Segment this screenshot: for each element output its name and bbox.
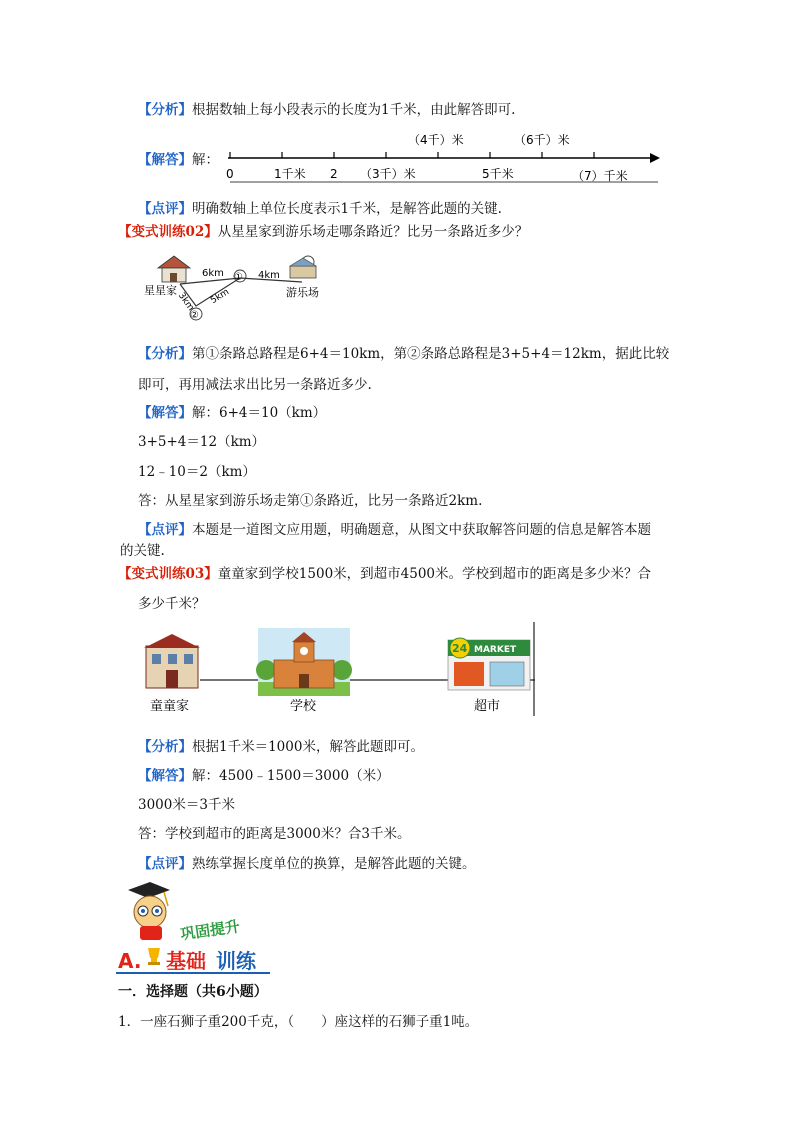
- label-3km: （3千）米: [360, 167, 416, 181]
- route2-label: ②: [190, 310, 199, 321]
- exercise3-answer-line2: 3000米＝3千米: [138, 797, 235, 813]
- market-sign: MARKET: [474, 645, 517, 655]
- route1-label: ①: [234, 272, 243, 283]
- banner-title-red: 基础: [166, 949, 206, 973]
- exercise3-answer-line3: 答：学校到超市的距离是3000米？合3千米。: [138, 826, 411, 842]
- segment-6km: 6km: [202, 268, 224, 279]
- answer-tag: 【解答】: [138, 152, 192, 168]
- comment-text: 明确数轴上单位长度表示1千米，是解答此题的关键.: [192, 201, 502, 217]
- exercise2-answer-line1: 解：6+4＝10（km）: [192, 405, 327, 421]
- exercise3-comment-text: 熟练掌握长度单位的换算，是解答此题的关键。: [192, 856, 476, 872]
- exercise2-comment-line1: 本题是一道图文应用题，明确题意，从图文中获取解答问题的信息是解答本题: [192, 522, 651, 538]
- exercise3-analysis: [138, 737, 424, 757]
- analysis-line: [138, 100, 515, 120]
- exercise2-answer-line3: 12﹣10＝2（km）: [138, 464, 256, 480]
- exercise2-analysis-line1: 第①条路总路程是6+4＝10km，第②条路总路程是3+5+4＝12km，据此比较: [192, 346, 670, 362]
- exercise3-question-line1: 童童家到学校1500米，到超市4500米。学校到超市的距离是多少米？合: [217, 566, 652, 582]
- arrow-head-icon: [650, 153, 660, 163]
- exercise3-analysis-text: 根据1千米＝1000米，解答此题即可。: [192, 739, 424, 755]
- label-6km: （6千）米: [514, 133, 570, 147]
- route-diagram: [140, 246, 330, 330]
- home-building-icon: [144, 634, 200, 688]
- exercise3-answer: [138, 766, 390, 786]
- exercise3-question: [118, 564, 651, 584]
- exercise2-answer: [138, 403, 326, 423]
- label-1km: 1千米: [274, 167, 306, 181]
- exercise2-answer-line2: 3+5+4＝12（km）: [138, 434, 266, 450]
- exercise2-analysis-tag: 【分析】: [138, 346, 192, 362]
- supermarket-building-icon: [448, 638, 530, 690]
- school-building-icon: [256, 628, 352, 696]
- amusement-park-icon: [290, 256, 316, 278]
- segment-4km: 4km: [258, 270, 280, 281]
- exercise3-analysis-tag: 【分析】: [138, 739, 192, 755]
- exercise2-tag: 【变式训练02】: [118, 224, 218, 240]
- exercise3-tag: 【变式训练03】: [118, 566, 218, 582]
- analysis-text: 根据数轴上每小段表示的长度为1千米，由此解答即可.: [192, 102, 516, 118]
- banner-letter: A.: [118, 949, 142, 973]
- section-banner: [116, 878, 286, 974]
- exercise2-answer-line4: 答：从星星家到游乐场走第①条路近，比另一条路近2km.: [138, 493, 483, 509]
- park-label: 游乐场: [286, 286, 319, 299]
- section-heading: 一．选择题（共6小题）: [118, 984, 268, 1000]
- segment-3km: 3km: [175, 291, 196, 313]
- label-2: 2: [330, 167, 338, 181]
- label-4km: （4千）米: [408, 133, 464, 147]
- exercise3-comment: [138, 854, 476, 874]
- exercise2-comment-line2: 的关键.: [120, 543, 165, 559]
- label-0: 0: [226, 167, 234, 181]
- exercise2-answer-tag: 【解答】: [138, 405, 192, 421]
- exercise3-question-line2: 多少千米？: [138, 596, 206, 612]
- home-label: 星星家: [144, 284, 177, 297]
- school-label: 学校: [290, 699, 317, 714]
- comment-line: [138, 199, 502, 219]
- distance-diagram: [140, 620, 540, 718]
- exercise2-comment-tag: 【点评】: [138, 522, 192, 538]
- answer-line: [138, 150, 219, 170]
- banner-title-blue: 训练: [216, 949, 256, 973]
- trophy-icon: [148, 948, 160, 965]
- house-icon: [158, 256, 190, 282]
- exercise2-analysis: [138, 340, 669, 369]
- exercise3-comment-tag: 【点评】: [138, 856, 192, 872]
- comment-tag: 【点评】: [138, 201, 192, 217]
- exercise2-analysis-line2: 即可，再用减法求出比另一条路近多少.: [138, 377, 372, 393]
- answer-prefix: 解：: [192, 152, 219, 168]
- number-line-figure: [222, 124, 662, 186]
- home-label: 童童家: [150, 699, 190, 714]
- market-label: 超市: [474, 699, 501, 714]
- exercise2-question: [118, 222, 528, 242]
- analysis-tag: 【分析】: [138, 102, 192, 118]
- exercise2-comment: [138, 520, 651, 540]
- label-7km: （7）千米: [572, 169, 628, 183]
- exercise2-question-text: 从星星家到游乐场走哪条路近？比另一条路近多少？: [217, 224, 529, 240]
- mascot-icon: [128, 882, 170, 940]
- exercise3-answer-line1: 解：4500﹣1500＝3000（米）: [192, 768, 390, 784]
- label-5km: 5千米: [482, 167, 514, 181]
- question-1: 1．一座石狮子重200千克，（ ）座这样的石狮子重1吨。: [118, 1014, 479, 1030]
- market-number: 24: [452, 642, 468, 655]
- banner-small-title: 巩固提升: [179, 917, 242, 944]
- segment-5km: 5km: [209, 287, 232, 307]
- exercise3-answer-tag: 【解答】: [138, 768, 192, 784]
